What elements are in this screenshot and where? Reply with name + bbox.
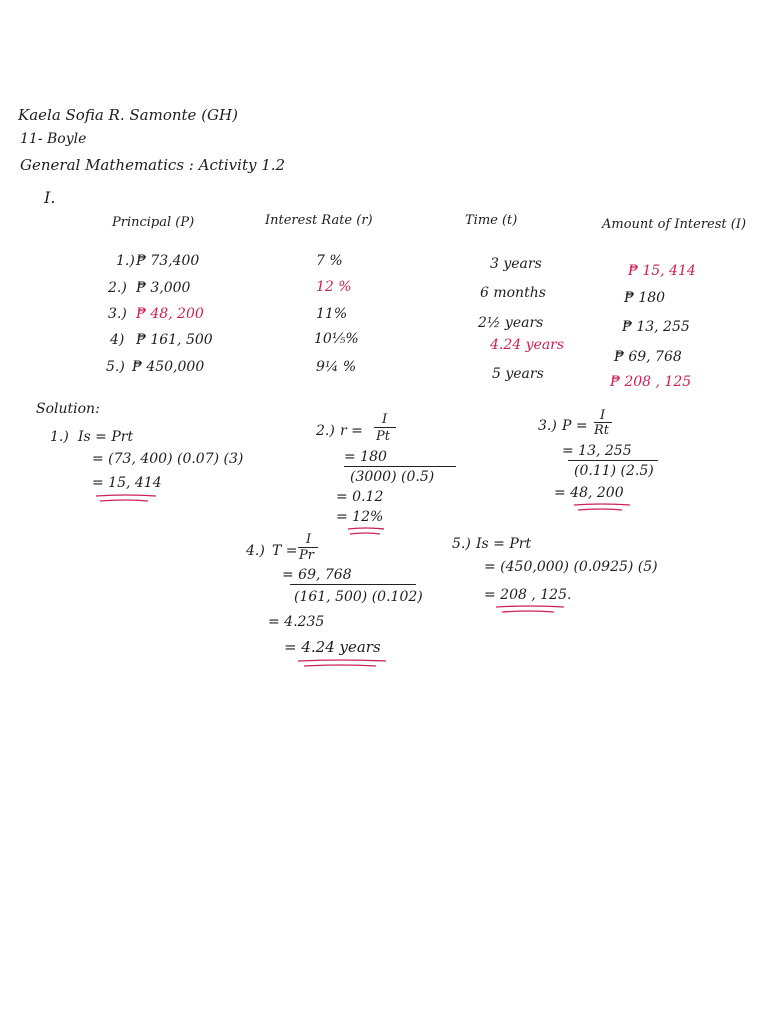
rate-value: 12 % bbox=[316, 279, 352, 295]
time-value: 6 months bbox=[480, 285, 546, 301]
row-number: 1.) bbox=[116, 253, 135, 269]
principal-value: ₱ 161, 500 bbox=[136, 332, 213, 348]
solution-4-denominator: Pr bbox=[299, 548, 314, 563]
principal-value: ₱ 450,000 bbox=[132, 359, 205, 375]
solution-2-denominator-value: (3000) (0.5) bbox=[350, 469, 435, 485]
student-name: Kaela Sofia R. Samonte (GH) bbox=[18, 106, 238, 124]
interest-value: ₱ 208 , 125 bbox=[610, 374, 692, 390]
solution-4-lhs: T = bbox=[272, 543, 298, 559]
section-label: 11- Boyle bbox=[20, 131, 87, 147]
fraction-bar bbox=[568, 460, 658, 461]
answer-underline bbox=[494, 604, 566, 608]
interest-value: ₱ 69, 768 bbox=[614, 349, 682, 365]
principal-value: ₱ 48, 200 bbox=[136, 306, 204, 322]
header-time: Time (t) bbox=[465, 213, 518, 228]
solution-2-answer: = 12% bbox=[336, 509, 384, 525]
rate-value: 9¼ % bbox=[316, 359, 357, 375]
solution-3-denominator-value: (0.11) (2.5) bbox=[574, 463, 654, 479]
interest-value: ₱ 13, 255 bbox=[622, 319, 690, 335]
row-number: 4) bbox=[110, 332, 125, 348]
activity-title: General Mathematics : Activity 1.2 bbox=[20, 156, 286, 174]
solution-2-number: 2.) bbox=[316, 423, 335, 439]
fraction-bar bbox=[290, 584, 416, 585]
solution-2-numerator: I bbox=[382, 412, 388, 427]
solution-1-substitution: = (73, 400) (0.07) (3) bbox=[92, 451, 244, 467]
principal-value: ₱ 3,000 bbox=[136, 280, 191, 296]
solution-1-answer: = 15, 414 bbox=[92, 475, 162, 491]
solution-3-numerator: I bbox=[600, 408, 606, 423]
solution-label: Solution: bbox=[36, 401, 100, 417]
solution-2-denominator: Pt bbox=[376, 429, 390, 444]
row-number: 5.) bbox=[106, 359, 125, 375]
solution-2-decimal: = 0.12 bbox=[336, 489, 384, 505]
row-number: 2.) bbox=[108, 280, 127, 296]
solution-4-answer: = 4.24 years bbox=[284, 638, 381, 656]
solution-5-number: 5.) bbox=[452, 536, 471, 552]
solution-3-numerator-value: = 13, 255 bbox=[562, 443, 632, 459]
solution-2-lhs: r = bbox=[340, 423, 363, 439]
solution-1-formula: Is = Prt bbox=[78, 429, 134, 445]
solution-3-lhs: P = bbox=[562, 418, 588, 434]
header-amount-interest: Amount of Interest (I) bbox=[602, 217, 747, 232]
solution-4-denominator-value: (161, 500) (0.102) bbox=[294, 589, 423, 605]
fraction-bar bbox=[344, 466, 456, 467]
solution-3-denominator: Rt bbox=[594, 423, 610, 438]
solution-3-answer: = 48, 200 bbox=[554, 485, 624, 501]
interest-value: ₱ 180 bbox=[624, 290, 666, 306]
header-principal: Principal (P) bbox=[112, 215, 195, 230]
solution-4-decimal: = 4.235 bbox=[268, 614, 325, 630]
solution-5-answer: = 208 , 125. bbox=[484, 587, 572, 603]
time-value: 5 years bbox=[492, 366, 544, 382]
solution-5-formula: Is = Prt bbox=[476, 536, 532, 552]
fraction-bar bbox=[374, 427, 396, 428]
part-label: I. bbox=[44, 188, 56, 207]
answer-underline bbox=[346, 526, 386, 530]
solution-4-numerator-value: = 69, 768 bbox=[282, 567, 352, 583]
solution-1-number: 1.) bbox=[50, 429, 69, 445]
solution-4-number: 4.) bbox=[246, 543, 265, 559]
solution-2-numerator-value: = 180 bbox=[344, 449, 387, 465]
rate-value: 10⅕% bbox=[314, 331, 359, 347]
time-value: 3 years bbox=[490, 256, 542, 272]
answer-underline bbox=[572, 502, 632, 506]
answer-underline bbox=[94, 493, 158, 497]
interest-value: ₱ 15, 414 bbox=[628, 263, 696, 279]
time-value: 2½ years bbox=[478, 315, 544, 331]
solution-4-numerator: I bbox=[306, 532, 312, 547]
rate-value: 7 % bbox=[316, 253, 343, 269]
principal-value: ₱ 73,400 bbox=[136, 253, 200, 269]
answer-underline bbox=[296, 658, 388, 662]
solution-3-number: 3.) bbox=[538, 418, 557, 434]
time-value: 4.24 years bbox=[490, 337, 565, 353]
solution-5-substitution: = (450,000) (0.0925) (5) bbox=[484, 559, 658, 575]
header-interest-rate: Interest Rate (r) bbox=[265, 213, 373, 228]
rate-value: 11% bbox=[316, 306, 348, 322]
row-number: 3.) bbox=[108, 306, 127, 322]
